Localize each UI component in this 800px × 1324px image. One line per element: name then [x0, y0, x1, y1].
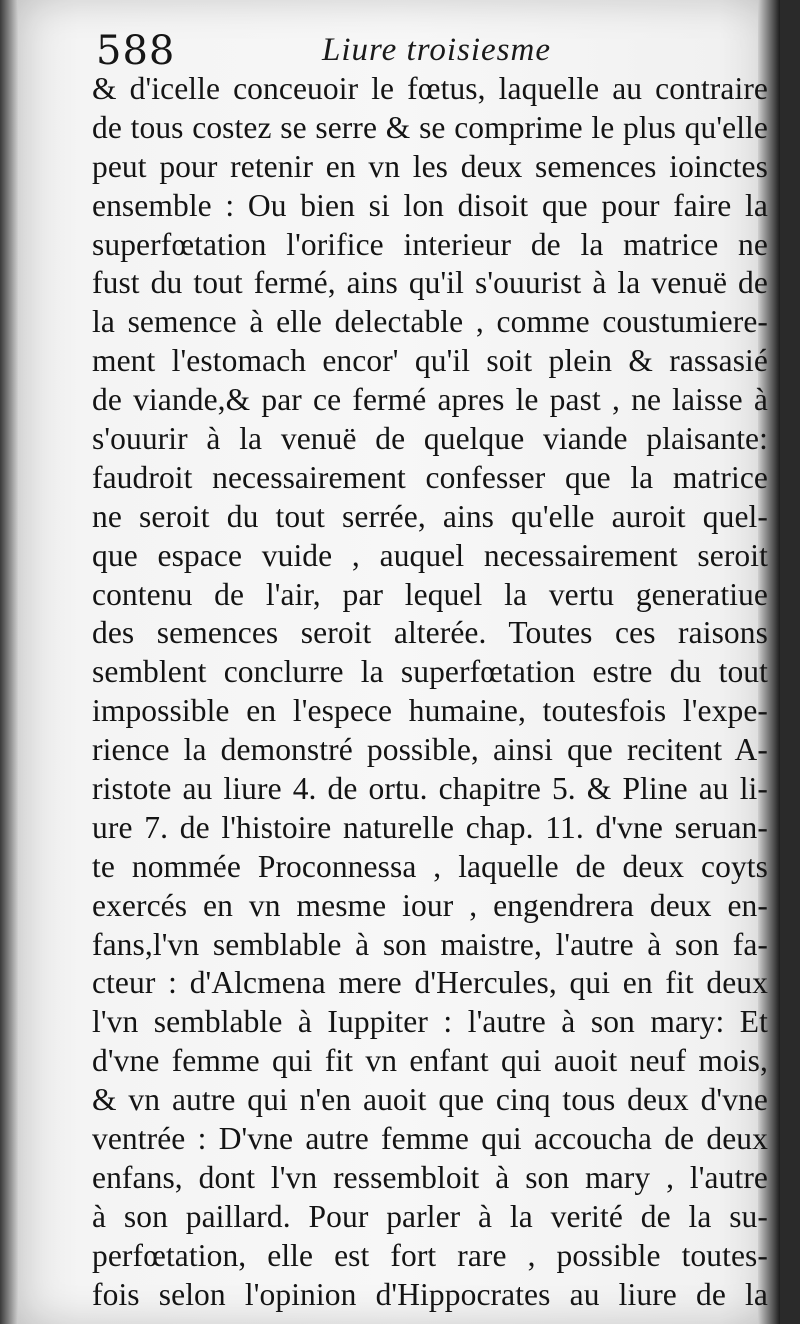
text-line: faudroit necessairement confesser que la matrice: [92, 459, 768, 495]
text-line: rience la demonstré possible, ainsi que recitent A-: [92, 732, 768, 768]
text-line: cteur : d'Alcmena mere d'Hercules, qui en fit deux: [92, 965, 768, 1001]
text-line: fans,l'vn semblable à son maistre, l'autre à son fa-: [92, 926, 768, 962]
text-line: & d'icelle conceuoir le fœtus, laquelle au contraire: [92, 71, 768, 106]
text-line: s'ouurir à la venuë de quelque viande plaisante:: [92, 421, 768, 457]
text-line: ristote au liure 4. de ortu. chapitre 5. & Pline au li-: [92, 771, 768, 807]
page-number: 588: [96, 28, 176, 74]
text-line: & vn autre qui n'en auoit que cinq tous deux d'vne: [92, 1082, 768, 1118]
text-line: ventrée : D'vne autre femme qui accoucha de deux: [92, 1121, 768, 1157]
text-line: d'vne femme qui fit vn enfant qui auoit neuf mois,: [92, 1043, 768, 1079]
text-line: ure 7. de l'histoire naturelle chap. 11. d'vne seruan-: [92, 809, 768, 845]
text-line: contenu de l'air, par lequel la vertu generatiue: [92, 576, 768, 612]
text-line: la semence à elle delectable , comme coustumiere-: [92, 304, 768, 340]
text-line: à son paillard. Pour parler à la verité de la su-: [92, 1198, 768, 1234]
text-line: que espace vuide , auquel necessairement seroit: [92, 537, 768, 573]
text-line: fois selon l'opinion d'Hippocrates au liure de la: [92, 1276, 768, 1312]
text-line: peut pour retenir en vn les deux semences ioinctes: [92, 148, 768, 184]
text-line: te nommée Proconnessa , laquelle de deux coyts: [92, 848, 768, 884]
body-text: [92, 70, 768, 1315]
text-line: de tous costez se serre & se comprime le plus qu'elle: [92, 109, 768, 145]
text-line: fust du tout fermé, ains qu'il s'ouurist à la venuë de: [92, 265, 768, 301]
text-line: enfans, dont l'vn ressembloit à son mary , l'autre: [92, 1159, 768, 1195]
text-line: ne seroit du tout serrée, ains qu'elle auroit quel-: [92, 498, 768, 534]
text-line: ensemble : Ou bien si lon disoit que pour faire la: [92, 187, 768, 223]
text-line: exercés en vn mesme iour , engendrera deux en-: [92, 887, 768, 923]
text-line: semblent conclurre la superfœtation estre du tout: [92, 654, 768, 690]
running-title: Liure troisiesme: [322, 32, 551, 68]
text-line: de viande,& par ce fermé apres le past , ne laisse à: [92, 382, 768, 418]
text-line: superfœtation l'orifice interieur de la matrice ne: [92, 226, 768, 262]
text-line: impossible en l'espece humaine, toutesfois l'expe-: [92, 693, 768, 729]
page-gutter-shadow: [0, 0, 18, 1324]
text-line: perfœtation, elle est fort rare , possible toutes-: [92, 1237, 768, 1273]
text-line: l'vn semblable à Iuppiter : l'autre à son mary: Et: [92, 1004, 768, 1040]
text-line: des semences seroit alterée. Toutes ces raisons: [92, 615, 768, 651]
text-line: ment l'estomach encor' qu'il soit plein & rassasié: [92, 343, 768, 379]
